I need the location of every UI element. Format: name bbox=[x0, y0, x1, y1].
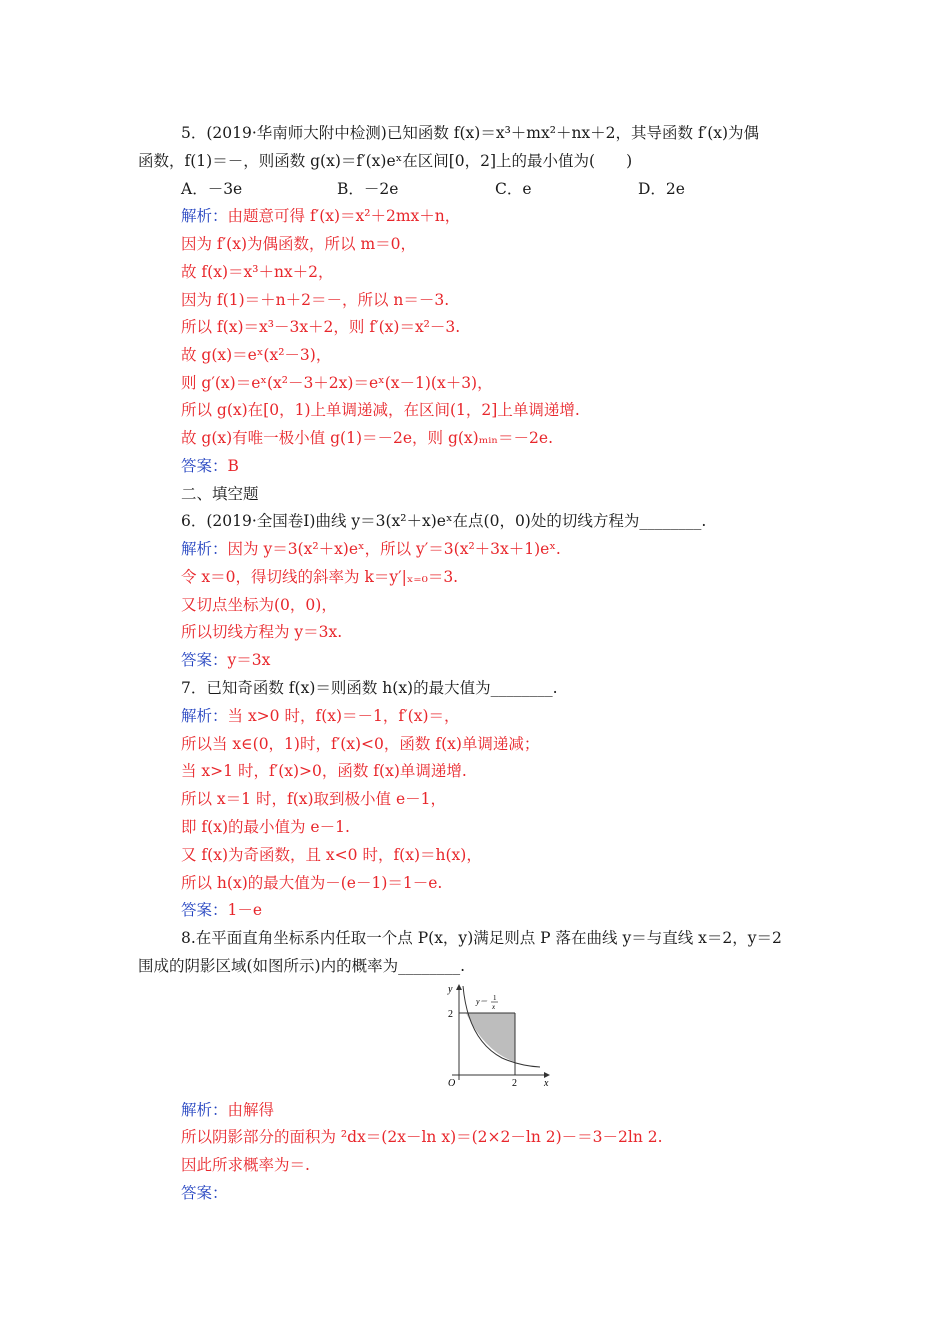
q8-stem-line1: 8.在平面直角坐标系内任取一个点 P(x，y)满足则点 P 落在曲线 y＝与直线 x＝2，y＝2 bbox=[181, 929, 782, 947]
analysis-line: 所以阴影部分的面积为 ²dx＝(2x－ln x)＝(2×2－ln 2)－＝3－2ln 2. bbox=[181, 1128, 663, 1146]
q7-analysis-first bbox=[181, 706, 460, 726]
q6-analysis-first bbox=[181, 539, 561, 559]
analysis-line: 因此所求概率为＝. bbox=[181, 1156, 310, 1174]
answer-label: 答案： bbox=[181, 457, 228, 475]
q8-analysis-first bbox=[181, 1100, 274, 1120]
origin-label: O bbox=[448, 1078, 456, 1089]
answer-label: 答案： bbox=[181, 651, 228, 669]
analysis-line: 又 f(x)为奇函数，且 x<0 时，f(x)＝h(x)， bbox=[181, 846, 482, 864]
analysis-line: 所以切线方程为 y＝3x. bbox=[181, 623, 343, 641]
q8-stem-line2: 围成的阴影区域(如图所示)内的概率为________. bbox=[138, 957, 466, 975]
analysis-line: 所以 x＝1 时，f(x)取到极小值 e－1， bbox=[181, 790, 446, 808]
q7-stem: 7．已知奇函数 f(x)＝则函数 h(x)的最大值为________. bbox=[181, 679, 558, 697]
analysis-line: 则 g′(x)＝eˣ(x²－3＋2x)＝eˣ(x－1)(x＋3)， bbox=[181, 374, 493, 392]
q6-answer bbox=[181, 650, 270, 670]
analysis-label: 解析： bbox=[181, 207, 228, 225]
analysis-label: 解析： bbox=[181, 1101, 228, 1119]
x-tick-2: 2 bbox=[512, 1078, 517, 1089]
y-axis-arrow bbox=[456, 984, 462, 990]
analysis-text: 由题意可得 f′(x)＝x²＋2mx＋n， bbox=[227, 207, 461, 225]
q5-option-b: B．－2e bbox=[337, 180, 399, 198]
q5-stem-line1: 5．(2019·华南师大附中检测)已知函数 f(x)＝x³＋mx²＋nx＋2，其导函数 f′(x)为偶 bbox=[181, 124, 760, 142]
q6-stem: 6．(2019·全国卷Ⅰ)曲线 y＝3(x²＋x)eˣ在点(0，0)处的切线方程为________. bbox=[181, 512, 707, 530]
q5-option-d: D．2e bbox=[638, 180, 685, 198]
analysis-line: 因为 f′(x)为偶函数，所以 m＝0， bbox=[181, 235, 417, 253]
answer-label: 答案： bbox=[181, 901, 228, 919]
q5-answer bbox=[181, 456, 239, 476]
y-tick-2: 2 bbox=[448, 1009, 453, 1020]
analysis-line: 所以当 x∈(0，1)时，f′(x)<0，函数 f(x)单调递减； bbox=[181, 735, 540, 753]
answer-label: 答案： bbox=[181, 1184, 228, 1202]
analysis-label: 解析： bbox=[181, 707, 228, 725]
analysis-text: 因为 y＝3(x²＋x)eˣ，所以 y′＝3(x²＋3x＋1)eˣ. bbox=[227, 540, 561, 558]
analysis-text: 由解得 bbox=[227, 1101, 275, 1119]
curve-label-denominator: x bbox=[492, 1003, 496, 1011]
analysis-line: 令 x＝0，得切线的斜率为 k＝y′|ₓ₌₀＝3. bbox=[181, 568, 459, 586]
q8-figure bbox=[440, 980, 560, 1090]
analysis-line: 所以 h(x)的最大值为－(e－1)＝1－e. bbox=[181, 874, 443, 892]
q5-option-c: C．e bbox=[495, 180, 532, 198]
analysis-text: 当 x>0 时，f(x)＝－1，f′(x)＝， bbox=[227, 707, 460, 725]
analysis-line: 故 g(x)有唯一极小值 g(1)＝－2e，则 g(x)ₘᵢₙ＝－2e. bbox=[181, 429, 554, 447]
curve-label-numerator: 1 bbox=[493, 994, 497, 1002]
section-title: 二、填空题 bbox=[181, 485, 259, 503]
curve-label-lhs: y＝ bbox=[476, 997, 488, 1006]
analysis-line: 所以 g(x)在[0，1)上单调递减，在区间(1，2]上单调递增. bbox=[181, 401, 580, 419]
y-axis-label: y bbox=[448, 984, 453, 995]
analysis-line: 即 f(x)的最小值为 e－1. bbox=[181, 818, 350, 836]
shaded-region bbox=[466, 1013, 515, 1062]
q8-answer bbox=[181, 1183, 228, 1203]
analysis-line: 故 f(x)＝x³＋nx＋2， bbox=[181, 263, 334, 281]
analysis-line: 因为 f(1)＝＋n＋2＝－，所以 n＝－3. bbox=[181, 291, 450, 309]
q7-answer bbox=[181, 900, 262, 920]
answer-value: B bbox=[227, 457, 239, 475]
x-axis-label: x bbox=[544, 1078, 549, 1089]
answer-value: 1－e bbox=[227, 901, 263, 919]
analysis-line: 所以 f(x)＝x³－3x＋2，则 f′(x)＝x²－3. bbox=[181, 318, 461, 336]
analysis-label: 解析： bbox=[181, 540, 228, 558]
q5-analysis-first bbox=[181, 206, 460, 226]
analysis-line: 当 x>1 时，f′(x)>0，函数 f(x)单调递增. bbox=[181, 762, 467, 780]
analysis-line: 又切点坐标为(0，0)， bbox=[181, 596, 337, 614]
answer-value: y＝3x bbox=[227, 651, 271, 669]
analysis-line: 故 g(x)＝eˣ(x²－3)， bbox=[181, 346, 332, 364]
q5-option-a: A．－3e bbox=[181, 180, 243, 198]
q5-stem-line2: 函数，f(1)＝－，则函数 g(x)＝f′(x)eˣ在区间[0，2]上的最小值为( ) bbox=[138, 152, 633, 170]
